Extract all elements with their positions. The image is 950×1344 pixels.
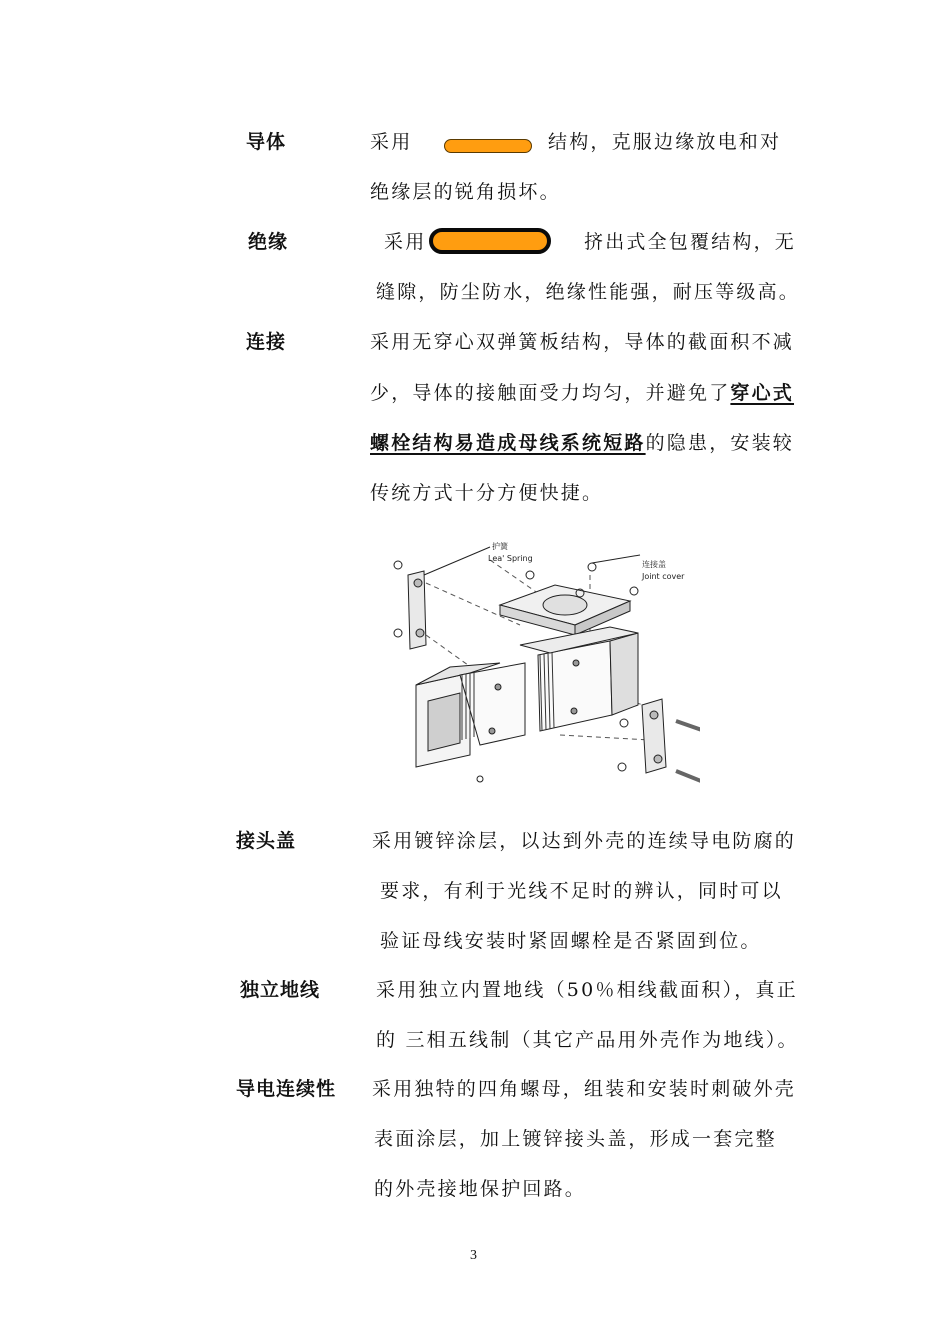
- term-connection: 连接: [246, 331, 287, 353]
- continuity-line2: 表面涂层，加上镀锌接头盖，形成一套完整: [374, 1128, 777, 1150]
- term-ground: 独立地线: [240, 979, 321, 1001]
- term-continuity: 导电连续性: [236, 1078, 337, 1100]
- term-conductor: 导体: [246, 131, 287, 153]
- connection-line1: 采用无穿心双弹簧板结构，导体的截面积不减: [370, 331, 795, 353]
- ground-line2: 的 三相五线制（其它产品用外壳作为地线）。: [376, 1029, 799, 1051]
- joint-cover-line1: 采用镀锌涂层，以达到外壳的连续导电防腐的: [372, 830, 797, 852]
- label-spring-en: Lea' Spring: [488, 554, 533, 563]
- term-joint-cover: 接头盖: [236, 830, 297, 852]
- conductor-line2: 绝缘层的锐角损坏。: [370, 181, 561, 203]
- joint-cover-line2: 要求，有利于光线不足时的辨认，同时可以: [380, 880, 783, 902]
- page-number: 3: [470, 1248, 477, 1263]
- insulation-line2: 缝隙，防尘防水，绝缘性能强，耐压等级高。: [376, 281, 801, 303]
- label-cover-en: Joint cover: [642, 572, 685, 581]
- connection-line2-emphasis: 穿心式: [730, 382, 795, 404]
- conductor-line1-post: 结构，克服边缘放电和对: [548, 131, 782, 153]
- insulation-layer-icon: [429, 228, 551, 254]
- connection-line3-emphasis: 螺栓结构易造成母线系统短路: [370, 432, 646, 454]
- continuity-line1: 采用独特的四角螺母，组装和安装时刺破外壳: [372, 1078, 797, 1100]
- joint-cover-line3: 验证母线安装时紧固螺栓是否紧固到位。: [380, 930, 762, 952]
- insulation-line1-post: 挤出式全包覆结构，无: [584, 231, 797, 253]
- connection-line4: 传统方式十分方便快捷。: [370, 482, 604, 504]
- conductor-line1-pre: 采用: [370, 131, 413, 153]
- connection-line2: [370, 378, 794, 405]
- label-cover-cn: 连接盖: [642, 560, 666, 569]
- term-insulation: 绝缘: [248, 231, 289, 253]
- insulation-line1-pre: 采用: [384, 231, 427, 253]
- continuity-line3: 的外壳接地保护回路。: [374, 1178, 587, 1200]
- connection-line3: [370, 428, 794, 455]
- ground-line1: 采用独立内置地线（50％相线截面积），真正: [376, 979, 798, 1001]
- label-spring-cn: 护簧: [492, 542, 508, 551]
- connection-line2-text: 少，导体的接触面受力均匀，并避免了: [370, 382, 731, 404]
- rounded-conductor-icon: [444, 139, 532, 153]
- connection-line3-text: 的隐患，安装较: [645, 432, 795, 454]
- joint-assembly-figure: [380, 535, 700, 800]
